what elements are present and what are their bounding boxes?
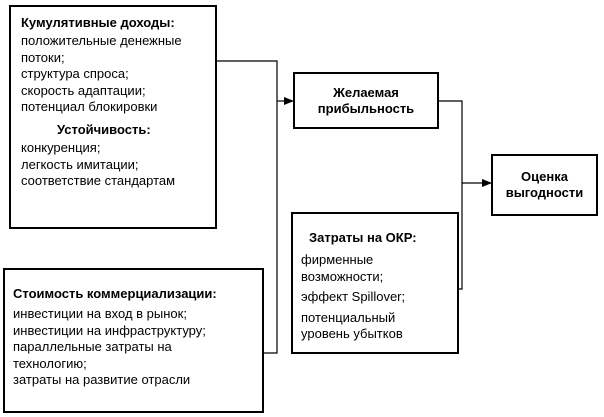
commercialization-line: инвестиции на вход в рынок; (13, 306, 187, 321)
sustainability-line: легкость имитации; (21, 156, 139, 172)
rnd-costs-box (291, 212, 459, 354)
rnd-costs-line: уровень убытков (301, 326, 403, 342)
rnd-costs-line: фирменные (301, 252, 374, 267)
rnd-costs-line: потенциальный (301, 309, 396, 325)
rnd-costs-line: возможности; (301, 268, 384, 284)
commercialization-line: инвестиции на инфраструктуру; (13, 322, 206, 338)
connector-profitability (439, 101, 462, 183)
rnd-costs-line: эффект Spillover; (301, 289, 406, 305)
cumulative-line: потенциал блокировки (21, 99, 158, 115)
connector-cumulative (217, 61, 277, 101)
sustainability-title: Устойчивость: (57, 121, 151, 137)
profitability-label: Желаемая (333, 85, 399, 100)
connector-rnd (459, 183, 462, 289)
rnd-costs-title: Затраты на ОКР: (309, 230, 417, 245)
commercialization-cost-box (3, 268, 264, 413)
desired-profitability-box (293, 72, 439, 129)
profitability-label: прибыльность (317, 101, 415, 116)
cumulative-line: скорость адаптации; (21, 82, 146, 98)
sustainability-line: конкуренция; (21, 139, 101, 155)
cumulative-line: структура спроса; (21, 66, 129, 82)
commercialization-line: параллельные затраты на (13, 339, 172, 355)
cumulative-income-box (9, 5, 217, 229)
connector-commercialization (264, 101, 277, 353)
sustainability-line: соответствие стандартам (21, 173, 176, 189)
cumulative-income-title: Кумулятивные доходы: (21, 15, 175, 30)
commercialization-line: затраты на развитие отрасли (13, 372, 191, 388)
benefit-label: выгодности (505, 185, 584, 200)
benefit-label: Оценка (521, 169, 568, 184)
cumulative-line: потоки; (21, 49, 65, 65)
benefit-evaluation-box (491, 154, 598, 216)
commercialization-title: Стоимость коммерциализации: (13, 286, 217, 301)
cumulative-line: положительные денежные (21, 33, 182, 48)
commercialization-line: технологию; (13, 355, 87, 371)
